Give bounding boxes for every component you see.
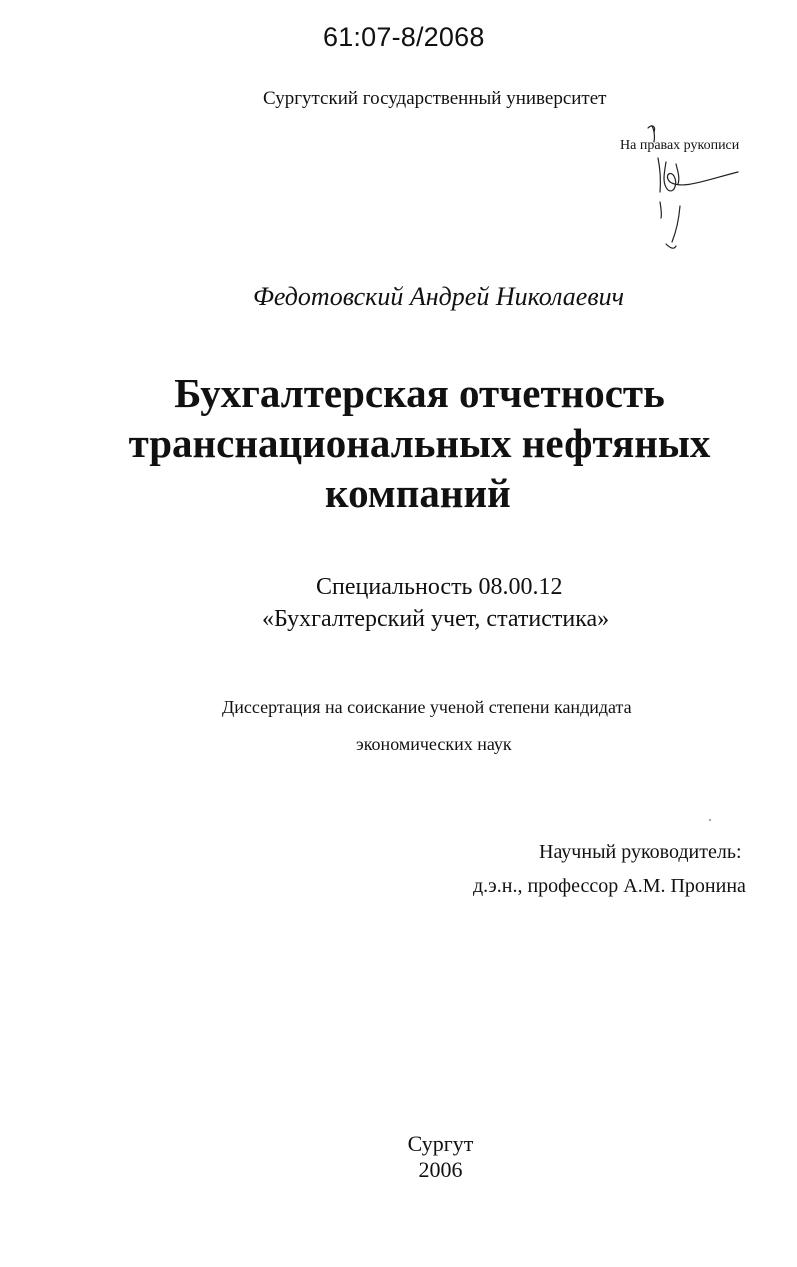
year: 2006: [418, 1157, 463, 1182]
title-line-1: Бухгалтерская отчетность: [174, 370, 665, 416]
scan-speck: [709, 819, 711, 821]
dissertation-title: [0, 368, 797, 518]
degree-statement-line-1: Диссертация на соискание ученой степени кандидата: [222, 697, 632, 717]
advisor-name: д.э.н., профессор А.М. Пронина: [473, 875, 746, 897]
title-line-3: компаний: [325, 470, 511, 516]
city: Сургут: [407, 1131, 474, 1156]
specialty-name: «Бухгалтерский учет, статистика»: [262, 606, 610, 632]
manuscript-rights-note: На правах рукописи: [620, 138, 740, 153]
catalog-number: 61:07-8/2068: [323, 22, 485, 52]
advisor-label: Научный руководитель:: [539, 841, 742, 863]
university-name: Сургутский государственный университет: [263, 88, 607, 109]
handwritten-signature: [630, 118, 760, 268]
specialty-code: Специальность 08.00.12: [316, 574, 563, 600]
author-name: Федотовский Андрей Николаевич: [252, 282, 625, 311]
title-line-2: транснациональных нефтяных: [128, 420, 711, 466]
degree-statement-line-2: экономических наук: [356, 734, 512, 754]
